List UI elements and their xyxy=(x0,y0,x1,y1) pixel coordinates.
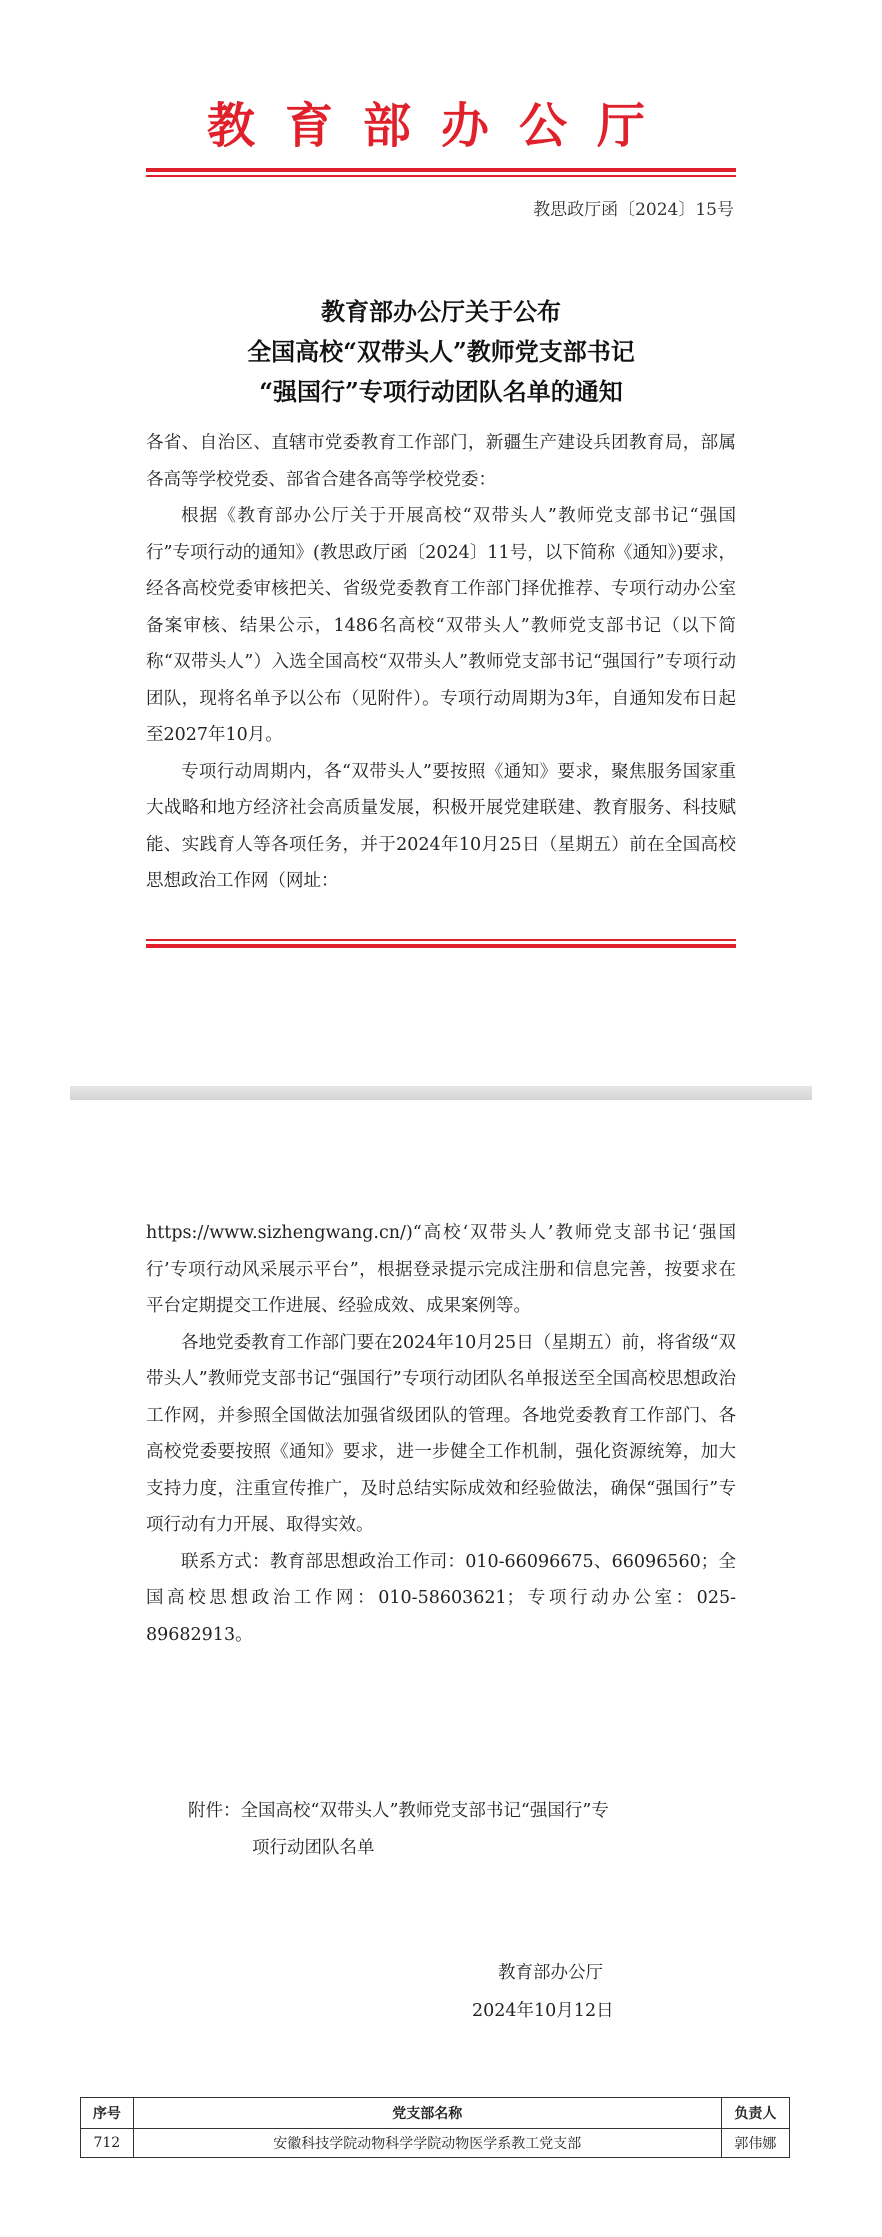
signature-org: 教育部办公厅 xyxy=(498,1963,603,1983)
issuing-org-header: 教育部办公厅 xyxy=(206,98,675,154)
header-serial: 序号 xyxy=(81,2098,134,2129)
cell-serial: 712 xyxy=(81,2129,134,2158)
cell-leader: 郭伟娜 xyxy=(721,2129,789,2158)
header-leader: 负责人 xyxy=(721,2098,789,2129)
roster-table xyxy=(80,2097,790,2158)
footer-rule-thin xyxy=(146,939,736,941)
attachment-line-1: 附件：全国高校“双带头人”教师党支部书记“强国行”专 xyxy=(188,1801,609,1821)
header-rule-thick xyxy=(146,168,736,172)
table-row xyxy=(81,2129,790,2158)
title-line-3: “强国行”专项行动团队名单的通知 xyxy=(259,377,623,406)
table-header-row xyxy=(81,2098,790,2129)
document-page-2 xyxy=(0,1100,882,2237)
page2-body xyxy=(146,1215,736,1653)
title-line-1: 教育部办公厅关于公布 xyxy=(321,297,561,326)
header-branch-name: 党支部名称 xyxy=(133,2098,721,2129)
cell-branch-name: 安徽科技学院动物科学学院动物医学系教工党支部 xyxy=(133,2129,721,2158)
header-rule-thin xyxy=(146,175,736,177)
document-number: 教思政厅函〔2024〕15号 xyxy=(533,200,734,220)
body-paragraph-4: 各地党委教育工作部门要在2024年10月25日（星期五）前，将省级“双带头人”教师党支部书记“强国行”专项行动团队名单报送至全国高校思想政治工作网，并参照全国做法加强省级团队的管理。各地党委教育工作部门、各高校党委要按照《通知》要求，进一步健全工作机制，强化资源统筹，加大支持力度，注重宣传推广，及时总结实际成效和经验做法，确保“强国行”专项行动有力开展、取得实效。 xyxy=(146,1332,736,1535)
page-separator xyxy=(70,1086,812,1100)
title-line-2: 全国高校“双带头人”教师党支部书记 xyxy=(247,337,635,366)
page1-body xyxy=(146,425,736,900)
attachment-line-2: 项行动团队名单 xyxy=(252,1837,375,1858)
footer-rule-thick xyxy=(146,944,736,948)
document-title xyxy=(100,292,782,412)
body-paragraph-2: 专项行动周期内，各“双带头人”要按照《通知》要求，聚焦服务国家重大战略和地方经济社会高质量发展，积极开展党建联建、教育服务、科技赋能、实践育人等各项任务，并于2024年10月25日（星期五）前在全国高校思想政治工作网（网址： xyxy=(146,761,736,891)
signature-date: 2024年10月12日 xyxy=(472,2001,614,2021)
contact-paragraph: 联系方式：教育部思想政治工作司：010-66096675、66096560；全国高校思想政治工作网：010-58603621；专项行动办公室：025-89682913。 xyxy=(146,1551,736,1645)
salutation-paragraph: 各省、自治区、直辖市党委教育工作部门，新疆生产建设兵团教育局，部属各高等学校党委、部省合建各高等学校党委： xyxy=(146,433,736,490)
attachment-note xyxy=(188,1793,736,1866)
body-paragraph-1: 根据《教育部办公厅关于开展高校“双带头人”教师党支部书记“强国行”专项行动的通知》(教思政厅函〔2024〕11号，以下简称《通知》)要求，经各高校党委审核把关、省级党委教育工作部门择优推荐、专项行动办公室备案审核、结果公示，1486名高校“双带头人”教师党支部书记（以下简称“双带头人”）入选全国高校“双带头人”教师党支部书记“强国行”专项行动团队，现将名单予以公布（见附件）。专项行动周期为3年，自通知发布日起至2027年10月。 xyxy=(146,506,736,745)
body-paragraph-3: https://www.sizhengwang.cn/)“高校‘双带头人’教师党支部书记‘强国行’专项行动风采展示平台”，根据登录提示完成注册和信息完善，按要求在平台定期提交工作进展、经验成效、成果案例等。 xyxy=(146,1223,736,1316)
document-page-1 xyxy=(0,0,882,1085)
